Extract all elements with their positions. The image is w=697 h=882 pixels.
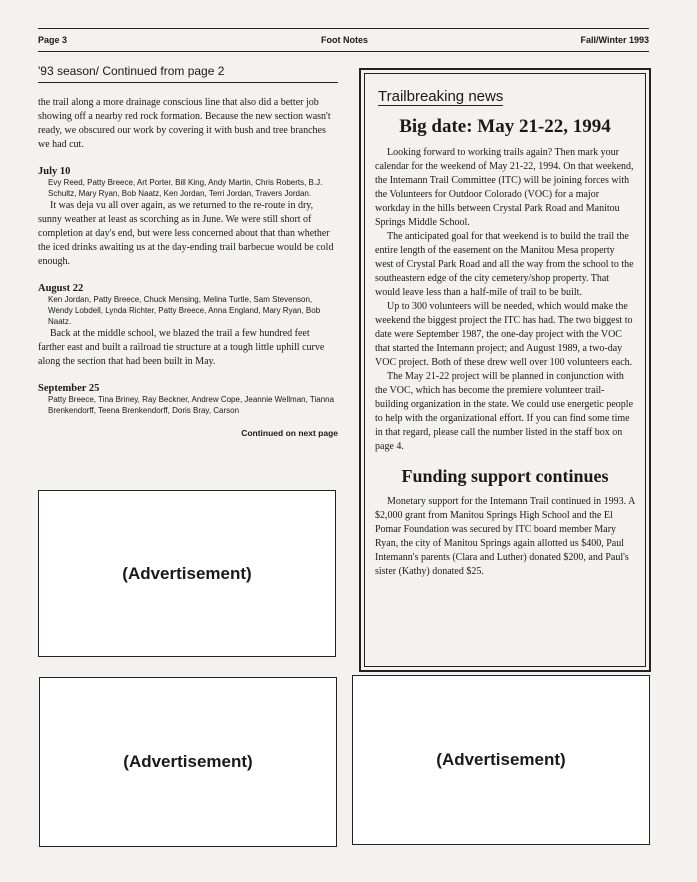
entry-date: August 22 bbox=[38, 283, 84, 294]
advertisement-box bbox=[352, 675, 650, 845]
advertisement-box bbox=[38, 490, 336, 657]
header-bottom-rule bbox=[38, 51, 649, 52]
entry-text: It was deja vu all over again, as we returned to the re-route in dry, sunny weather at least as scorching as in June. We were still short of completion at day's end, but were less concerned about that than whether the iced drinks awaiting us at the day-ending trail barbecue would be cold enough. bbox=[38, 200, 334, 267]
continued-title-rule bbox=[38, 82, 338, 83]
trailbreaking-news-box bbox=[359, 68, 651, 672]
volunteer-names: Patty Breece, Tina Briney, Ray Beckner, Andrew Cope, Jeannie Wellman, Tianna Brenkendorff, Teena Brenkendorff, Doris Bray, Carson bbox=[48, 395, 335, 415]
header-top-rule bbox=[38, 28, 649, 29]
volunteer-names: Evy Reed, Patty Breece, Art Porter, Bill King, Andy Martin, Chris Roberts, B.J. Schultz, Mary Ryan, Bob Naatz, Ken Jordan, Terri Jordan, Travers Jordan. bbox=[48, 178, 323, 198]
sidebar-paragraph: The anticipated goal for that weekend is to build the trail the entire length of the easement on the Manitou Mesa property west of Crystal Park Road and all the way from the school to the southeastern edge of the city cemetery/shop property. That would leave less than a half-mile of trail to be built. bbox=[375, 231, 634, 298]
page-number: Page 3 bbox=[38, 35, 68, 45]
left-column bbox=[38, 64, 338, 438]
sidebar-inner-frame bbox=[364, 73, 646, 667]
intro-paragraph: the trail along a more drainage conscious line that also did a better job showing off a nearby red rock formation. Because the new section wasn't ready, we obscured our work by covering it with bush and tree branches we had cut. bbox=[38, 97, 331, 150]
sidebar-paragraph: Looking forward to working trails again? Then mark your calendar for the weekend of May 21-22, 1994. On that weekend, the Intemann Trail Committee (ITC) will be joining forces with the Volunteers for Outdoor Colorado (VOC) for a major workday in the hills between Crystal Park Road and Manitou Springs Middle School. bbox=[375, 147, 634, 228]
headline-big-date: Big date: May 21-22, 1994 bbox=[399, 116, 611, 137]
entry-date: July 10 bbox=[38, 166, 71, 177]
advertisement-box bbox=[39, 677, 337, 847]
sidebar-paragraph: The May 21-22 project will be planned in conjunction with the VOC, which has become the premiere volunteer trail-building organization in the state. We could use energetic people to help with the organizational effort. If you can find some time in that regard, please call the number listed in the staff box on page 4. bbox=[375, 371, 634, 452]
continued-on-next-page: Continued on next page bbox=[241, 428, 338, 438]
advertisement-label: (Advertisement) bbox=[123, 752, 253, 771]
advertisement-label: (Advertisement) bbox=[436, 750, 566, 769]
entry-date: September 25 bbox=[38, 383, 100, 394]
publication-name: Foot Notes bbox=[321, 35, 368, 45]
advertisement-label: (Advertisement) bbox=[122, 563, 252, 583]
sidebar-section-heading: Trailbreaking news bbox=[378, 88, 504, 105]
continued-title: '93 season/ Continued from page 2 bbox=[38, 64, 225, 78]
headline-funding: Funding support continues bbox=[401, 466, 609, 486]
volunteer-names: Ken Jordan, Patty Breece, Chuck Mensing, Melina Turtle, Sam Stevenson, Wendy Lobdell, Lynda Richter, Patty Breece, Anna England, Mary Ryan, Bob Naatz. bbox=[48, 295, 321, 326]
page-header bbox=[38, 33, 649, 49]
sidebar-paragraph: Up to 300 volunteers will be needed, which would make the weekend the biggest project the ITC has had. The two biggest to date were September 1987, the one-day project with the VOC that started the Intemann project; and August 1989, a two-day VOC project. Both of these drew well over 100 volunteers each. bbox=[375, 301, 633, 368]
issue-date: Fall/Winter 1993 bbox=[580, 35, 649, 45]
sidebar-paragraph: Monetary support for the Intemann Trail continued in 1993. A $2,000 grant from Manitou Springs High School and the El Pomar Foundation was secured by ITC board member Mary Ryan, the city of Manitou Springs again allotted us $400, Paul Intemann's parents (Clara and Luther) donated $200, and Paul's sister (Kathy) donated $25. bbox=[375, 496, 635, 577]
entry-text: Back at the middle school, we blazed the trail a few hundred feet farther east and built a railroad tie structure at a tough little uphill curve along the section that had been built in May. bbox=[38, 328, 325, 367]
